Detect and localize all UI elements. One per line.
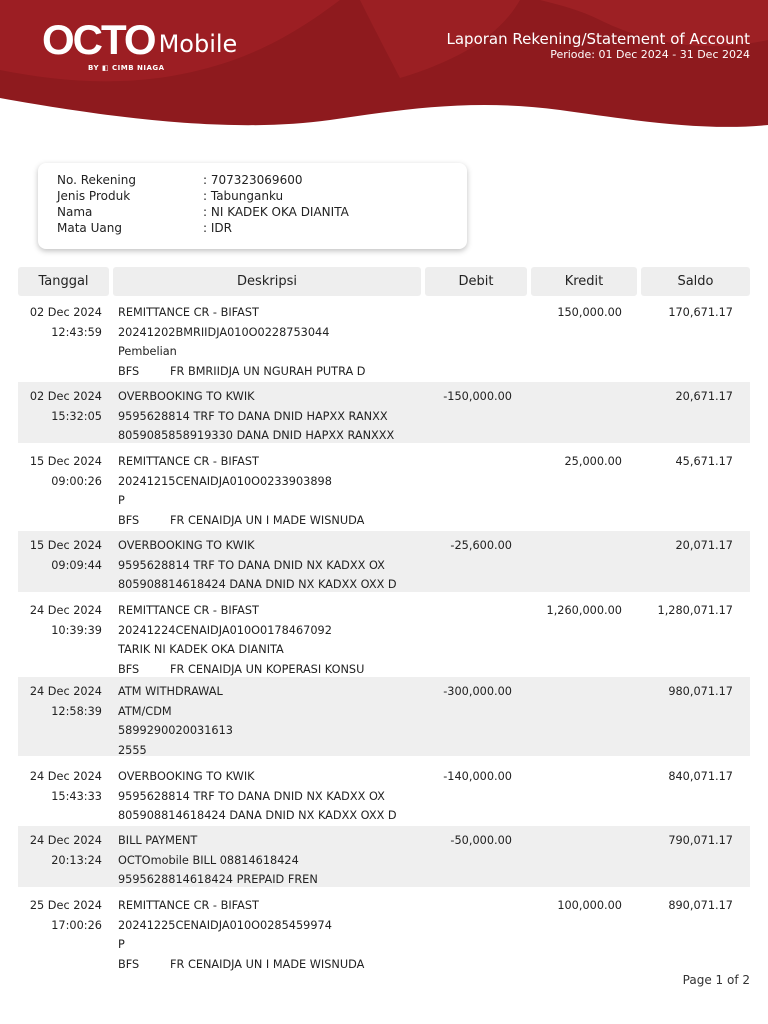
info-label: Mata Uang: [57, 221, 122, 235]
desc-line-1: OVERBOOKING TO KWIK: [118, 390, 255, 403]
description-cell: [118, 682, 233, 760]
balance-cell: 840,071.17: [668, 770, 733, 783]
desc-line-2: 9595628814 TRF TO DANA DNID NX KADXX OX: [118, 558, 385, 572]
balance-cell: 980,071.17: [668, 685, 733, 698]
desc-line-3: 8059085858919330 DANA DNID HAPXX RANXXX: [118, 429, 395, 442]
txn-date: 02 Dec 2024: [29, 390, 102, 403]
header-description: Deskripsi: [113, 267, 421, 296]
date-cell: [18, 387, 102, 426]
desc-code: BFS: [118, 662, 140, 676]
date-cell: [18, 452, 102, 491]
desc-line-3: TARIK NI KADEK OKA DIANITA: [118, 643, 284, 656]
balance-cell: 790,071.17: [668, 834, 733, 847]
desc-detail: FR CENAIDJA UN I MADE WISNUDA: [170, 513, 365, 527]
credit-cell: 150,000.00: [557, 306, 622, 319]
desc-line-2: 20241215CENAIDJA010O0233903898: [118, 474, 332, 488]
date-cell: [18, 896, 102, 935]
desc-line-4: [118, 511, 364, 531]
desc-line-1: ATM WITHDRAWAL: [118, 685, 223, 698]
table-row: [18, 298, 750, 377]
desc-line-2: 20241224CENAIDJA010O0178467092: [118, 623, 332, 637]
header-balance: Saldo: [641, 267, 750, 296]
desc-code: BFS: [118, 513, 140, 527]
desc-line-1: REMITTANCE CR - BIFAST: [118, 604, 259, 617]
description-cell: [118, 452, 364, 530]
txn-date: 02 Dec 2024: [29, 306, 102, 319]
balance-cell: 20,071.17: [675, 539, 733, 552]
debit-cell: -50,000.00: [450, 834, 512, 847]
desc-line-1: OVERBOOKING TO KWIK: [118, 539, 255, 552]
desc-detail: FR CENAIDJA UN KOPERASI KONSU: [170, 662, 365, 676]
table-row: [18, 826, 750, 887]
info-value: : 707323069600: [203, 173, 303, 187]
desc-line-1: REMITTANCE CR - BIFAST: [118, 306, 259, 319]
credit-cell: 25,000.00: [564, 455, 622, 468]
date-cell: [18, 682, 102, 721]
logo-brand: OCTO: [42, 16, 155, 63]
txn-date: 24 Dec 2024: [29, 685, 102, 698]
logo-by-line: BY ◧ CIMB NIAGA: [88, 64, 165, 72]
desc-line-1: OVERBOOKING TO KWIK: [118, 770, 255, 783]
balance-cell: 20,671.17: [675, 390, 733, 403]
statement-period: Periode: 01 Dec 2024 - 31 Dec 2024: [550, 48, 750, 61]
desc-line-2: 9595628814 TRF TO DANA DNID NX KADXX OX: [118, 789, 385, 803]
account-info-card: [38, 163, 467, 249]
date-cell: [18, 601, 102, 640]
desc-line-4: [118, 955, 364, 975]
description-cell: [118, 536, 397, 595]
description-cell: [118, 896, 364, 974]
desc-line-3: P: [118, 938, 125, 951]
debit-cell: -25,600.00: [450, 539, 512, 552]
txn-time: 20:13:24: [51, 853, 102, 867]
balance-cell: 170,671.17: [668, 306, 733, 319]
info-label: No. Rekening: [57, 173, 136, 187]
desc-code: BFS: [118, 364, 140, 378]
description-cell: [118, 303, 365, 381]
txn-time: 10:39:39: [51, 623, 102, 637]
desc-line-3: 805908814618424 DANA DNID NX KADXX OXX D: [118, 809, 397, 822]
info-label: Jenis Produk: [57, 189, 131, 203]
octo-mobile-logo: [42, 16, 238, 72]
desc-line-2: OCTOmobile BILL 08814618424: [118, 853, 299, 867]
txn-time: 15:32:05: [51, 409, 102, 423]
credit-cell: 1,260,000.00: [546, 604, 622, 617]
desc-line-2: 20241202BMRIIDJA010O0228753044: [118, 325, 330, 339]
table-row: [18, 677, 750, 756]
txn-time: 15:43:33: [51, 789, 102, 803]
desc-line-3: Pembelian: [118, 345, 177, 358]
info-value: : Tabunganku: [203, 189, 284, 203]
desc-line-4: [118, 741, 233, 761]
header-date: Tanggal: [18, 267, 109, 296]
info-value: : NI KADEK OKA DIANITA: [203, 205, 349, 219]
description-cell: [118, 831, 318, 890]
txn-time: 17:00:26: [51, 918, 102, 932]
description-cell: [118, 767, 397, 826]
description-cell: [118, 387, 394, 446]
desc-detail: FR BMRIIDJA UN NGURAH PUTRA D: [170, 364, 366, 378]
txn-time: 12:58:39: [51, 704, 102, 718]
desc-line-3: 9595628814618424 PREPAID FREN: [118, 873, 318, 886]
txn-date: 15 Dec 2024: [29, 539, 102, 552]
txn-date: 24 Dec 2024: [29, 604, 102, 617]
txn-time: 09:09:44: [51, 558, 102, 572]
statement-header: [0, 0, 768, 135]
table-row: [18, 382, 750, 443]
page-number: Page 1 of 2: [682, 973, 750, 987]
date-cell: [18, 536, 102, 575]
balance-cell: 45,671.17: [675, 455, 733, 468]
desc-code: 2555: [118, 743, 147, 757]
date-cell: [18, 831, 102, 870]
desc-code: BFS: [118, 957, 140, 971]
table-row: [18, 447, 750, 526]
balance-cell: 890,071.17: [668, 899, 733, 912]
txn-date: 24 Dec 2024: [29, 770, 102, 783]
txn-date: 25 Dec 2024: [29, 899, 102, 912]
info-value: : IDR: [203, 221, 232, 235]
info-label: Nama: [57, 205, 93, 219]
header-credit: Kredit: [531, 267, 637, 296]
txn-time: 12:43:59: [51, 325, 102, 339]
statement-title: Laporan Rekening/Statement of Account: [446, 30, 750, 48]
date-cell: [18, 303, 102, 342]
txn-date: 24 Dec 2024: [29, 834, 102, 847]
desc-line-1: REMITTANCE CR - BIFAST: [118, 899, 259, 912]
desc-line-3: 805908814618424 DANA DNID NX KADXX OXX D: [118, 578, 397, 591]
desc-line-1: BILL PAYMENT: [118, 834, 198, 847]
desc-line-2: ATM/CDM: [118, 704, 172, 718]
description-cell: [118, 601, 364, 679]
table-row: [18, 596, 750, 676]
debit-cell: -300,000.00: [443, 685, 512, 698]
txn-time: 09:00:26: [51, 474, 102, 488]
desc-line-3: P: [118, 494, 125, 507]
desc-line-2: 20241225CENAIDJA010O0285459974: [118, 918, 332, 932]
desc-detail: FR CENAIDJA UN I MADE WISNUDA: [170, 957, 365, 971]
header-debit: Debit: [425, 267, 527, 296]
table-row: [18, 891, 750, 970]
balance-cell: 1,280,071.17: [657, 604, 733, 617]
desc-line-2: 9595628814 TRF TO DANA DNID HAPXX RANXX: [118, 409, 388, 423]
table-row: [18, 531, 750, 592]
date-cell: [18, 767, 102, 806]
txn-date: 15 Dec 2024: [29, 455, 102, 468]
debit-cell: -140,000.00: [443, 770, 512, 783]
desc-line-1: REMITTANCE CR - BIFAST: [118, 455, 259, 468]
desc-line-4: [118, 362, 365, 382]
credit-cell: 100,000.00: [557, 899, 622, 912]
debit-cell: -150,000.00: [443, 390, 512, 403]
table-row: [18, 762, 750, 823]
desc-line-3: 5899290020031613: [118, 724, 233, 737]
logo-sub: Mobile: [158, 30, 238, 58]
statement-title-block: [447, 30, 751, 62]
